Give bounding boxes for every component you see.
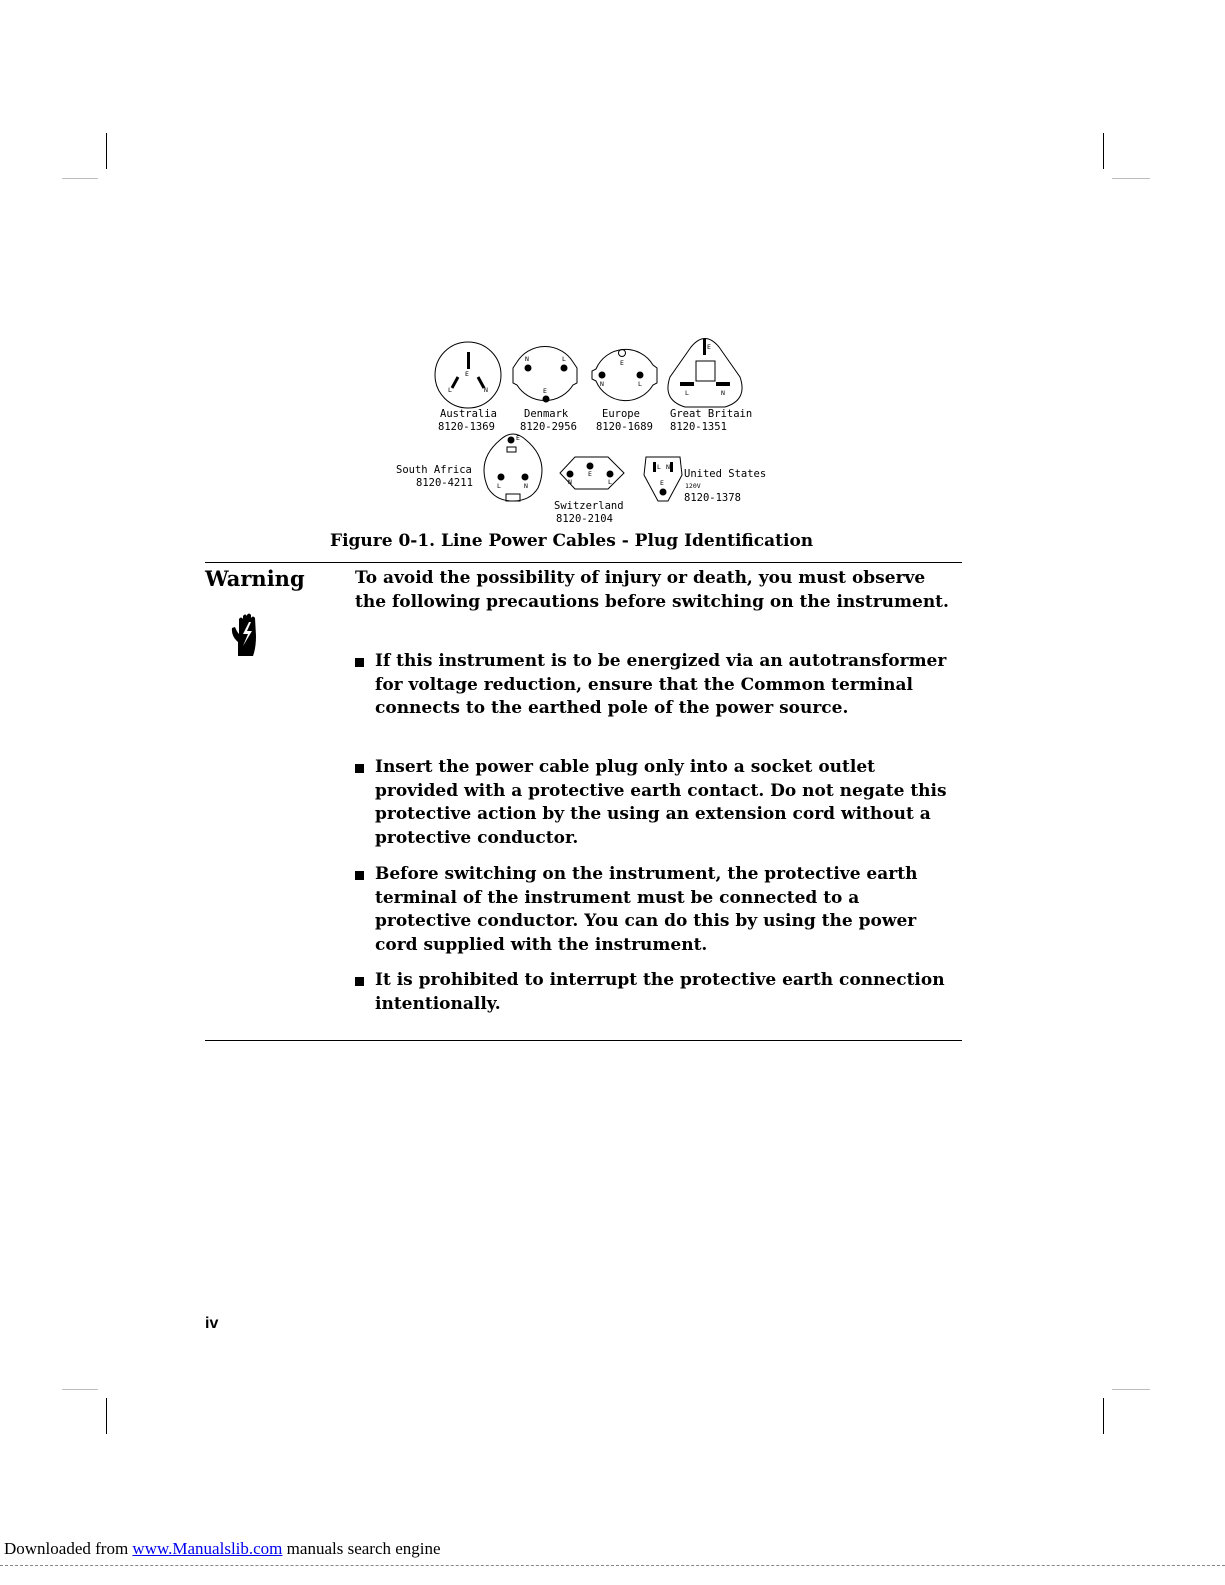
warning-top-rule bbox=[205, 562, 962, 563]
australia-pin-n: N bbox=[484, 386, 488, 394]
part-united-states: 8120-1378 bbox=[684, 492, 741, 504]
europe-pin-n: N bbox=[600, 380, 604, 388]
gb-pin-l: L bbox=[685, 389, 689, 397]
part-great-britain: 8120-1351 bbox=[670, 421, 727, 433]
us-pin-e: E bbox=[660, 479, 664, 487]
us-pin-l: L bbox=[657, 463, 661, 471]
crop-mark-bottom-left bbox=[106, 1398, 107, 1434]
bullet-square-icon bbox=[355, 871, 364, 880]
swiss-pin-e: E bbox=[588, 470, 592, 478]
plug-europe bbox=[592, 349, 657, 433]
label-australia: Australia bbox=[440, 408, 497, 420]
australia-pin-e: E bbox=[465, 370, 469, 378]
footer-dashed-line bbox=[0, 1565, 1225, 1566]
part-switzerland: 8120-2104 bbox=[556, 513, 613, 525]
page-number: iv bbox=[205, 1315, 219, 1332]
sa-pin-l: L bbox=[497, 482, 501, 490]
us-pin-n: N bbox=[666, 463, 670, 471]
part-australia: 8120-1369 bbox=[438, 421, 495, 433]
warning-item bbox=[355, 863, 955, 957]
gb-pin-n: N bbox=[721, 389, 725, 397]
australia-pin-l: L bbox=[448, 386, 452, 394]
plug-switzerland bbox=[554, 457, 624, 525]
footer-prefix: Downloaded from bbox=[4, 1539, 133, 1558]
footer-suffix: manuals search engine bbox=[282, 1539, 441, 1558]
crop-mark-top-left-h bbox=[62, 178, 98, 179]
warning-item bbox=[355, 650, 955, 721]
denmark-pin-e: E bbox=[543, 387, 547, 395]
plug-identification-figure bbox=[380, 325, 800, 530]
crop-mark-bottom-right bbox=[1103, 1398, 1104, 1434]
crop-mark-top-right bbox=[1103, 133, 1104, 169]
denmark-pin-l: L bbox=[562, 355, 566, 363]
crop-mark-top-left bbox=[106, 133, 107, 169]
warning-item-text: It is prohibited to interrupt the protective earth connection intentionally. bbox=[375, 970, 945, 1014]
europe-pin-e: E bbox=[620, 359, 624, 367]
warning-title: Warning bbox=[205, 566, 305, 591]
plug-united-states bbox=[644, 457, 766, 504]
label-united-states: United States bbox=[684, 468, 767, 480]
manualslib-link[interactable]: www.Manualslib.com bbox=[132, 1539, 283, 1558]
figure-caption: Figure 0-1. Line Power Cables - Plug Identification bbox=[330, 531, 814, 551]
warning-intro: To avoid the possibility of injury or death, you must observe the following precautions before switching on the instrument. bbox=[355, 568, 949, 612]
crop-mark-top-right-h bbox=[1112, 178, 1150, 179]
label-great-britain: Great Britain bbox=[670, 408, 753, 420]
sa-pin-e: E bbox=[516, 434, 520, 442]
warning-item bbox=[355, 969, 955, 1016]
plug-australia bbox=[435, 342, 501, 433]
label-switzerland: Switzerland bbox=[554, 500, 624, 512]
label-denmark: Denmark bbox=[524, 408, 569, 420]
gb-pin-e: E bbox=[707, 343, 711, 351]
plug-south-africa bbox=[396, 434, 542, 501]
swiss-pin-l: L bbox=[608, 478, 612, 486]
part-denmark: 8120-2956 bbox=[520, 421, 577, 433]
voltage-united-states: 120V bbox=[685, 482, 701, 490]
part-south-africa: 8120-4211 bbox=[416, 477, 473, 489]
label-south-africa: South Africa bbox=[396, 464, 472, 476]
warning-item-text: Before switching on the instrument, the protective earth terminal of the instrument must be connected to a protective conductor. You can do this by using the power cord supplied with the instrument. bbox=[375, 864, 918, 955]
crop-mark-bottom-right-h bbox=[1112, 1389, 1150, 1390]
label-europe: Europe bbox=[602, 408, 640, 420]
warning-item bbox=[355, 756, 955, 850]
europe-pin-l: L bbox=[638, 380, 642, 388]
plug-great-britain bbox=[668, 339, 752, 434]
part-europe: 8120-1689 bbox=[596, 421, 653, 433]
denmark-pin-n: N bbox=[525, 355, 529, 363]
plug-denmark bbox=[513, 346, 577, 433]
warning-bottom-rule bbox=[205, 1040, 962, 1041]
bullet-square-icon bbox=[355, 658, 364, 667]
crop-mark-bottom-left-h bbox=[62, 1389, 98, 1390]
warning-item-text: If this instrument is to be energized via an autotransformer for voltage reduction, ensure that the Common terminal connects to the earthed pole of the power source. bbox=[375, 651, 947, 718]
warning-item-text: Insert the power cable plug only into a socket outlet provided with a protective earth contact. Do not negate this protective action by the using an extension cord without a protective conductor. bbox=[375, 757, 947, 848]
sa-pin-n: N bbox=[524, 482, 528, 490]
download-footer bbox=[4, 1539, 441, 1559]
bullet-square-icon bbox=[355, 977, 364, 986]
bullet-square-icon bbox=[355, 764, 364, 773]
hand-warning-icon bbox=[230, 612, 263, 658]
swiss-pin-n: N bbox=[568, 478, 572, 486]
